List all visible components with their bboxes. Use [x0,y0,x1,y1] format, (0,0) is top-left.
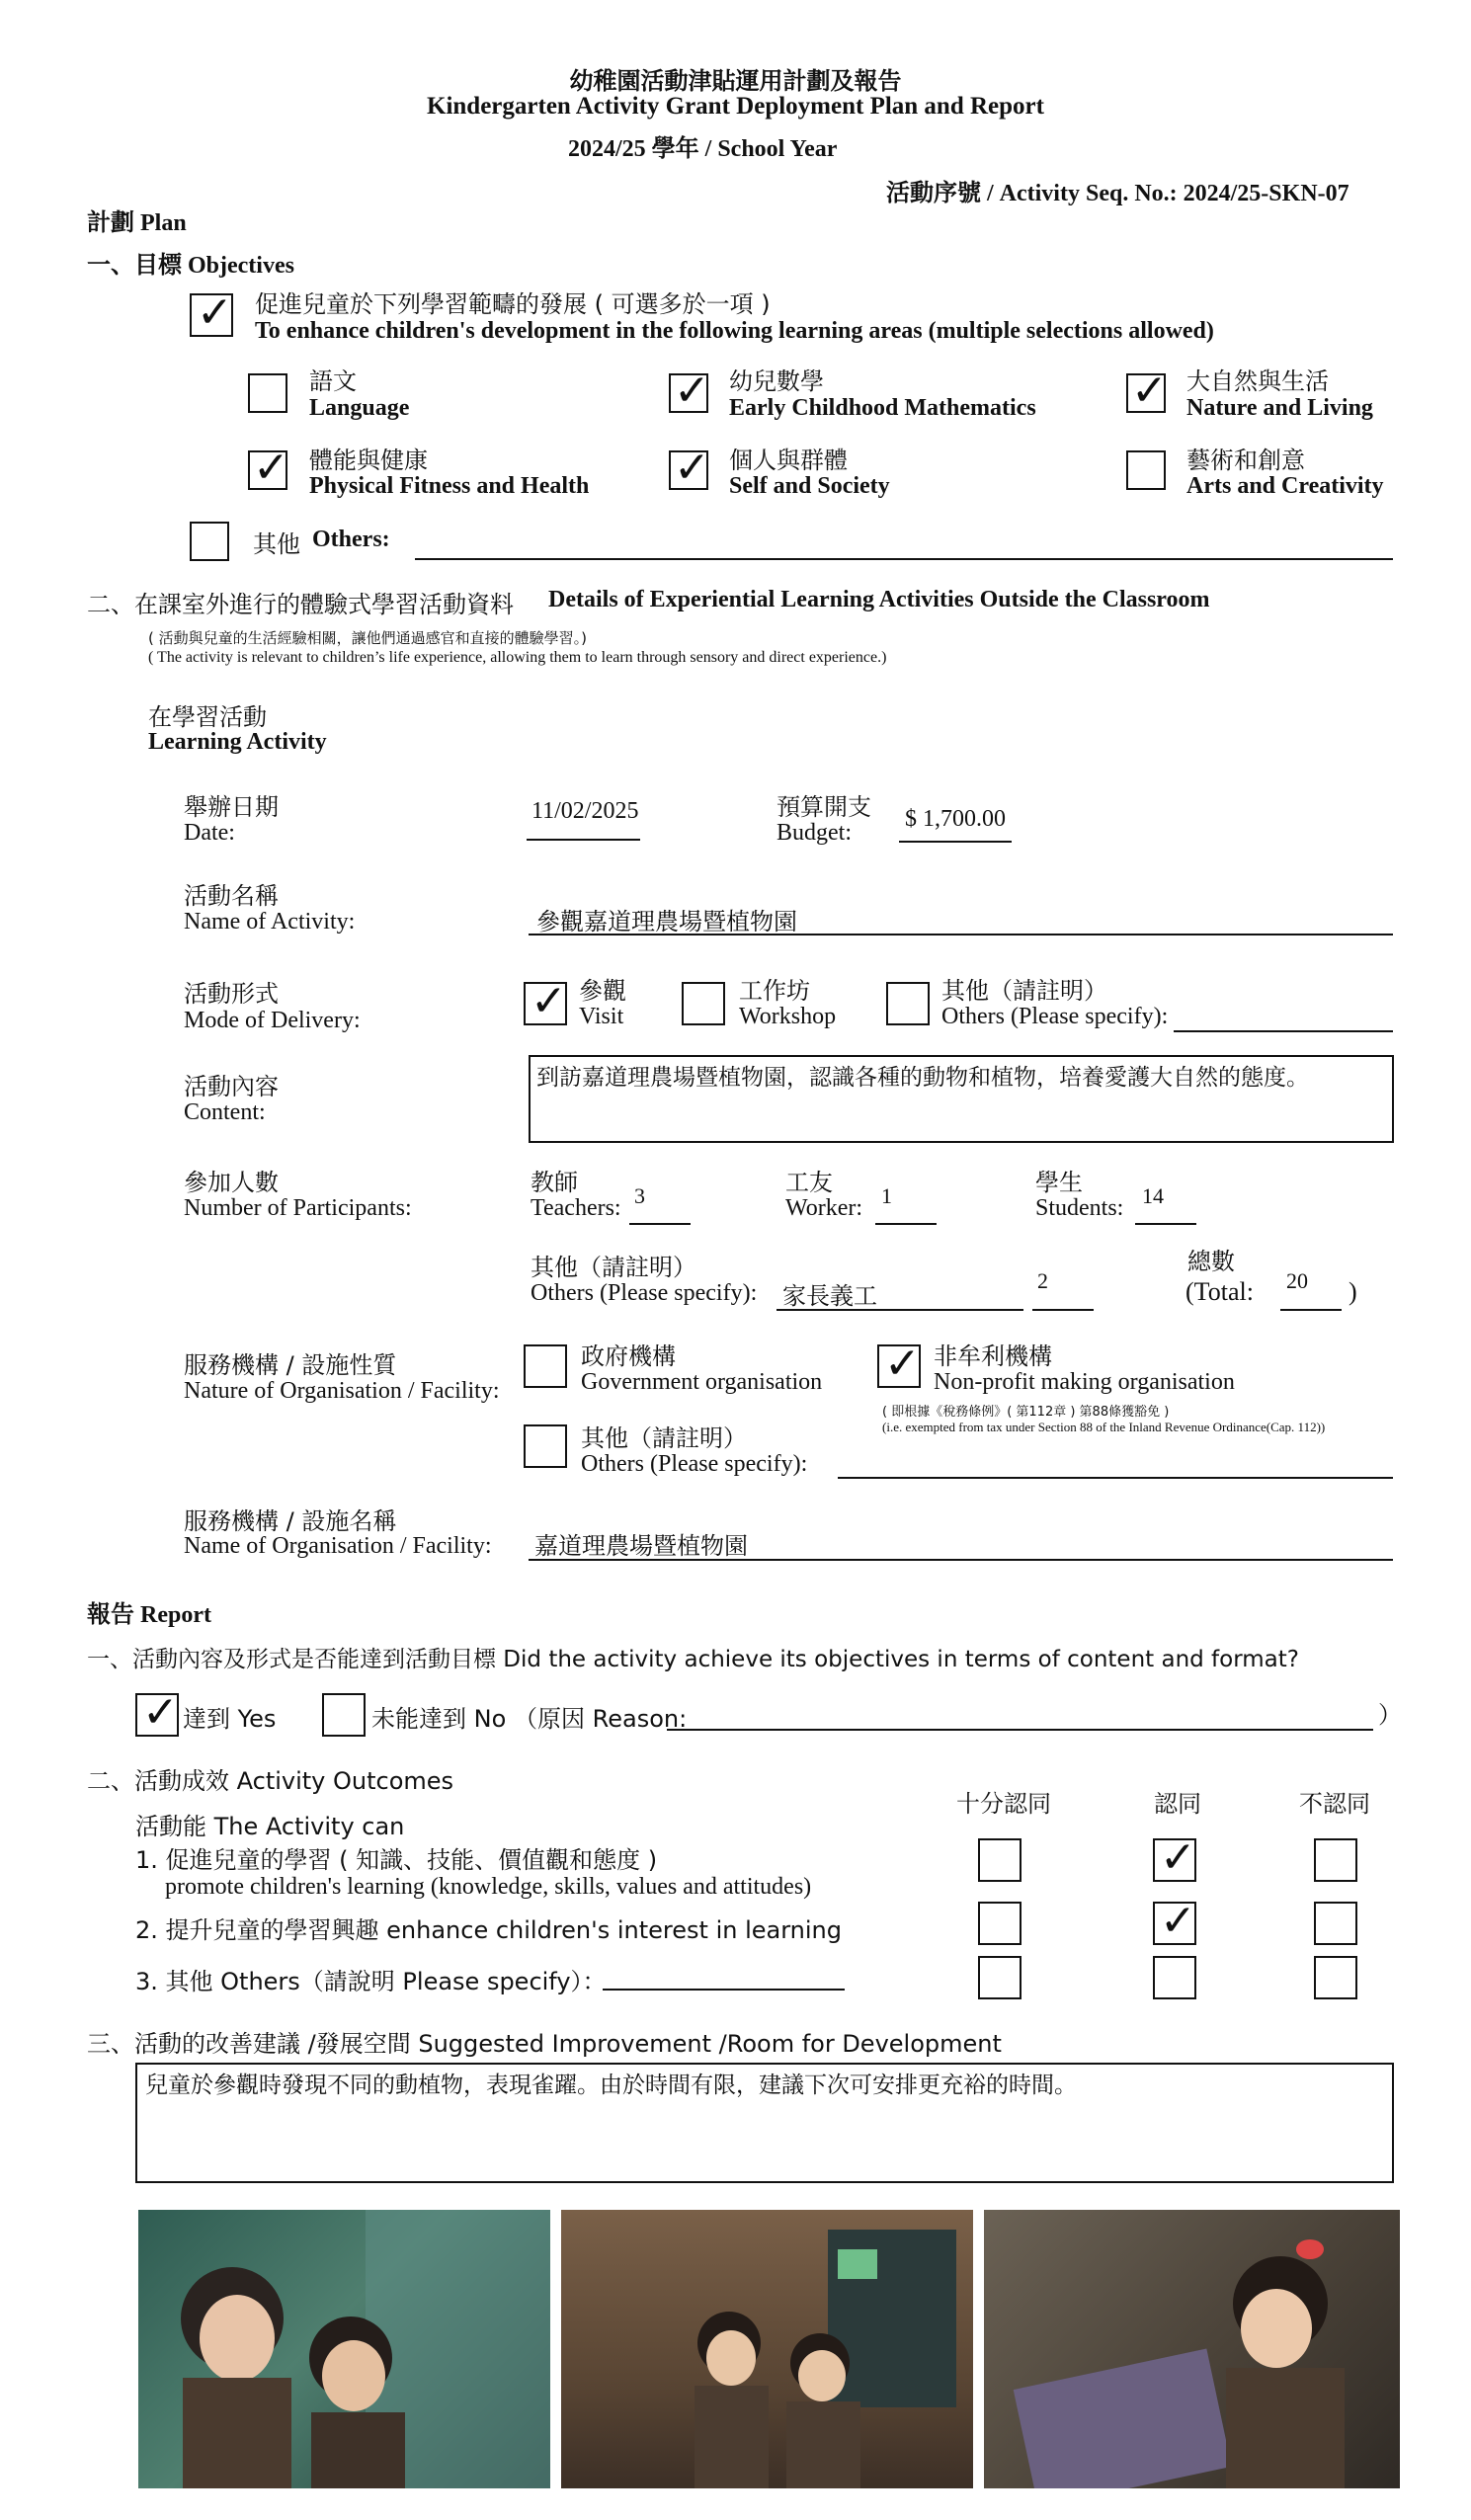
worker-value[interactable]: 1 [881,1183,892,1208]
worker-label-en: Worker: [785,1195,863,1221]
org-government-zh: 政府機構 [581,1342,676,1370]
title-zh: 幼稚園活動津貼運用計劃及報告 [569,67,902,95]
objective-others-checkbox[interactable] [190,522,229,561]
outcome-2-strongly-agree-checkbox[interactable] [978,1902,1022,1945]
achieve-no-checkbox[interactable] [322,1693,366,1737]
content-value: 到訪嘉道理農場暨植物園，認識各種的動物和植物，培養愛護大自然的態度。 [536,1065,1309,1091]
reason-label: （原因 Reason: [514,1705,688,1733]
org-others-zh: 其他（請註明） [581,1424,747,1452]
check-mark-icon: ✓ [197,287,233,338]
activity-name-label-en: Name of Activity: [184,909,356,935]
teachers-value[interactable]: 3 [634,1183,645,1208]
section2-note-zh: ( 活動與兒童的生活經驗相關，讓他們通過感官和直接的體驗學習。) [148,629,587,647]
content-label-zh: 活動內容 [184,1073,279,1100]
outcome-1-disagree-checkbox[interactable] [1314,1838,1357,1882]
area-fitness-en: Physical Fitness and Health [309,473,590,499]
outcome-2-agree-checkbox[interactable] [1153,1896,1196,1946]
objectives-heading: 一、目標 Objectives [87,253,294,279]
budget-underline [899,841,1012,843]
org-others-checkbox[interactable] [524,1424,567,1468]
area-nature-en: Nature and Living [1186,395,1373,421]
org-name-label-zh: 服務機構 / 設施名稱 [184,1507,397,1535]
others-participants-count[interactable]: 2 [1037,1268,1048,1293]
worker-label-zh: 工友 [785,1169,833,1196]
others-participants-label-en: Others (Please specify): [531,1280,758,1306]
mode-visit-en: Visit [579,1004,624,1029]
total-label-en: (Total: [1185,1277,1254,1306]
date-label-zh: 舉辦日期 [184,793,279,821]
outcome-3-strongly-agree-checkbox[interactable] [978,1956,1022,1999]
area-fitness-zh: 體能與健康 [309,447,428,474]
report-q1: 一、活動內容及形式是否能達到活動目標 Did the activity achieve its objectives in terms of content and format? [87,1647,1299,1672]
students-value[interactable]: 14 [1142,1183,1164,1208]
area-society-zh: 個人與群體 [729,447,848,474]
total-label-zh: 總數 [1187,1248,1235,1275]
section2-heading-en: Details of Experiential Learning Activities Outside the Classroom [548,587,1210,612]
org-nonprofit-note-en: (i.e. exempted from tax under Section 88 of the Inland Revenue Ordinance(Cap. 112)) [882,1420,1326,1434]
mode-label-zh: 活動形式 [184,980,279,1008]
improvement-heading: 三、活動的改善建議 /發展空間 Suggested Improvement /Room for Development [87,2030,1002,2058]
org-others-field[interactable] [838,1477,1393,1479]
check-mark-icon: ✓ [674,366,710,416]
check-mark-icon: ✓ [253,443,289,493]
mode-visit-checkbox[interactable] [524,976,567,1026]
mode-label-en: Mode of Delivery: [184,1008,361,1033]
achieve-yes-label: 達到 Yes [183,1705,277,1733]
check-mark-icon: ✓ [1131,366,1168,416]
participants-label-en: Number of Participants: [184,1195,412,1221]
section2-heading-zh: 二、在課室外進行的體驗式學習活動資料 [87,591,514,618]
org-nonprofit-zh: 非牟利機構 [934,1342,1052,1370]
area-arts-zh: 藝術和創意 [1186,447,1305,474]
objective-others-field[interactable] [415,558,1393,560]
improvement-box[interactable] [135,2063,1394,2183]
org-nonprofit-en: Non-profit making organisation [934,1369,1235,1395]
org-name-underline [529,1559,1393,1561]
students-label-zh: 學生 [1035,1169,1083,1196]
mode-visit-zh: 參觀 [579,977,626,1005]
mode-others-en: Others (Please specify): [941,1004,1169,1029]
area-arts-en: Arts and Creativity [1186,473,1384,499]
enhance-checkbox[interactable] [190,287,233,338]
area-math-checkbox[interactable] [669,366,710,416]
check-mark-icon: ✓ [674,443,710,493]
org-others-en: Others (Please specify): [581,1451,808,1477]
reason-field[interactable] [667,1729,1373,1731]
org-nonprofit-checkbox[interactable] [877,1339,921,1389]
total-close: ) [1348,1277,1357,1306]
improvement-value: 兒童於參觀時發現不同的動植物，表現雀躍。由於時間有限，建議下次可安排更充裕的時間。 [145,2073,1077,2098]
mode-workshop-checkbox[interactable] [682,982,725,1025]
check-mark-icon: ✓ [1160,1832,1196,1883]
outcome-1-strongly-agree-checkbox[interactable] [978,1838,1022,1882]
outcome-3-field[interactable] [603,1989,845,1991]
total-value[interactable]: 20 [1286,1268,1308,1293]
area-math-zh: 幼兒數學 [729,367,824,395]
date-value[interactable]: 11/02/2025 [531,798,639,824]
area-society-checkbox[interactable] [669,443,710,493]
mode-others-zh: 其他（請註明） [941,977,1107,1005]
activity-name-underline [529,934,1393,935]
area-nature-checkbox[interactable] [1126,366,1168,416]
org-government-en: Government organisation [581,1369,823,1395]
children-exhibit-illustration [561,2210,973,2488]
outcome-3-agree-checkbox[interactable] [1153,1956,1196,1999]
children-aquarium-illustration [138,2210,550,2488]
content-label-en: Content: [184,1099,266,1125]
learning-activity-en: Learning Activity [148,729,327,755]
teachers-underline [629,1223,691,1225]
others-count-underline [1032,1309,1094,1311]
area-arts-checkbox[interactable] [1126,450,1166,490]
org-nonprofit-note-zh: ( 即根據《稅務條例》( 第112章 ) 第88條獲豁免 ) [882,1405,1170,1420]
worker-underline [875,1223,937,1225]
section2-note-en: ( The activity is relevant to children’s life experience, allowing them to learn through sensory and direct experience.) [148,649,887,666]
outcome-2-label: 2. 提升兒童的學習興趣 enhance children's interest in learning [135,1916,842,1944]
activity-photo-2 [561,2210,973,2488]
outcome-1-label-zh: 1. 促進兒童的學習 ( 知識、技能、價值觀和態度 ) [135,1846,658,1874]
students-label-en: Students: [1035,1195,1124,1221]
school-year: 2024/25 學年 / School Year [568,136,838,162]
org-government-checkbox[interactable] [524,1344,567,1388]
achieve-no-label: 未能達到 No [371,1705,507,1733]
mode-workshop-en: Workshop [739,1004,837,1029]
budget-value[interactable]: $ 1,700.00 [905,806,1006,832]
area-language-checkbox[interactable] [248,373,287,413]
area-language-en: Language [309,395,410,421]
others-participants-underline [776,1309,1023,1311]
activity-photo-3 [984,2210,1400,2488]
enhance-label-en: To enhance children's development in the following learning areas (multiple selections allowed) [255,318,1214,344]
participants-label-zh: 參加人數 [184,1169,279,1196]
outcome-2-disagree-checkbox[interactable] [1314,1902,1357,1945]
title-en: Kindergarten Activity Grant Deployment Plan and Report [427,93,1044,120]
org-name-label-en: Name of Organisation / Facility: [184,1533,492,1559]
budget-label-en: Budget: [776,820,852,846]
outcome-3-label: 3. 其他 Others（請說明 Please specify）： [135,1968,607,1995]
date-underline [527,839,640,841]
org-name-value[interactable]: 嘉道理農場暨植物園 [534,1532,748,1560]
org-nature-label-zh: 服務機構 / 設施性質 [184,1351,397,1379]
achieve-yes-checkbox[interactable] [135,1687,179,1738]
area-nature-zh: 大自然與生活 [1186,367,1329,395]
report-heading: 報告 Report [87,1602,211,1628]
content-box[interactable] [529,1055,1394,1143]
others-participants-value[interactable]: 家長義工 [782,1282,877,1310]
outcomes-heading: 二、活動成效 Activity Outcomes [87,1767,454,1795]
child-signboard-illustration [984,2210,1400,2488]
objective-others-en: Others: [312,527,390,552]
scale-disagree: 不認同 [1299,1790,1370,1818]
outcome-3-disagree-checkbox[interactable] [1314,1956,1357,1999]
activity-name-value[interactable]: 參觀嘉道理農場暨植物園 [536,908,797,935]
enhance-label-zh: 促進兒童於下列學習範疇的發展 ( 可選多於一項 ) [255,290,771,318]
outcome-1-agree-checkbox[interactable] [1153,1832,1196,1883]
scale-agree: 認同 [1154,1790,1201,1818]
students-underline [1135,1223,1196,1225]
date-label-en: Date: [184,820,235,846]
check-mark-icon: ✓ [142,1687,179,1738]
budget-label-zh: 預算開支 [776,793,871,821]
others-participants-label-zh: 其他（請註明） [531,1254,696,1281]
mode-workshop-zh: 工作坊 [739,977,810,1005]
outcome-1-label-en: promote children's learning (knowledge, skills, values and attitudes) [165,1874,812,1900]
teachers-label-zh: 教師 [531,1169,578,1196]
check-mark-icon: ✓ [1160,1896,1196,1946]
activity-photo-1 [138,2210,550,2488]
teachers-label-en: Teachers: [531,1195,621,1221]
activity-name-label-zh: 活動名稱 [184,882,279,910]
org-nature-label-en: Nature of Organisation / Facility: [184,1378,500,1404]
reason-close: ） [1378,1701,1402,1729]
learning-activity-zh: 在學習活動 [148,703,267,731]
check-mark-icon: ✓ [884,1339,921,1389]
area-society-en: Self and Society [729,473,890,499]
mode-others-field[interactable] [1174,1030,1393,1032]
mode-others-checkbox[interactable] [886,982,930,1025]
objective-others-zh: 其他 [253,530,300,558]
area-math-en: Early Childhood Mathematics [729,395,1036,421]
scale-strongly-agree: 十分認同 [956,1790,1051,1818]
total-underline [1280,1309,1342,1311]
plan-heading: 計劃 Plan [87,210,187,236]
area-language-zh: 語文 [309,367,357,395]
activity-seq-no: 活動序號 / Activity Seq. No.: 2024/25-SKN-07 [886,181,1349,206]
area-fitness-checkbox[interactable] [248,443,289,493]
check-mark-icon: ✓ [531,976,567,1026]
activity-can-label: 活動能 The Activity can [135,1813,405,1840]
